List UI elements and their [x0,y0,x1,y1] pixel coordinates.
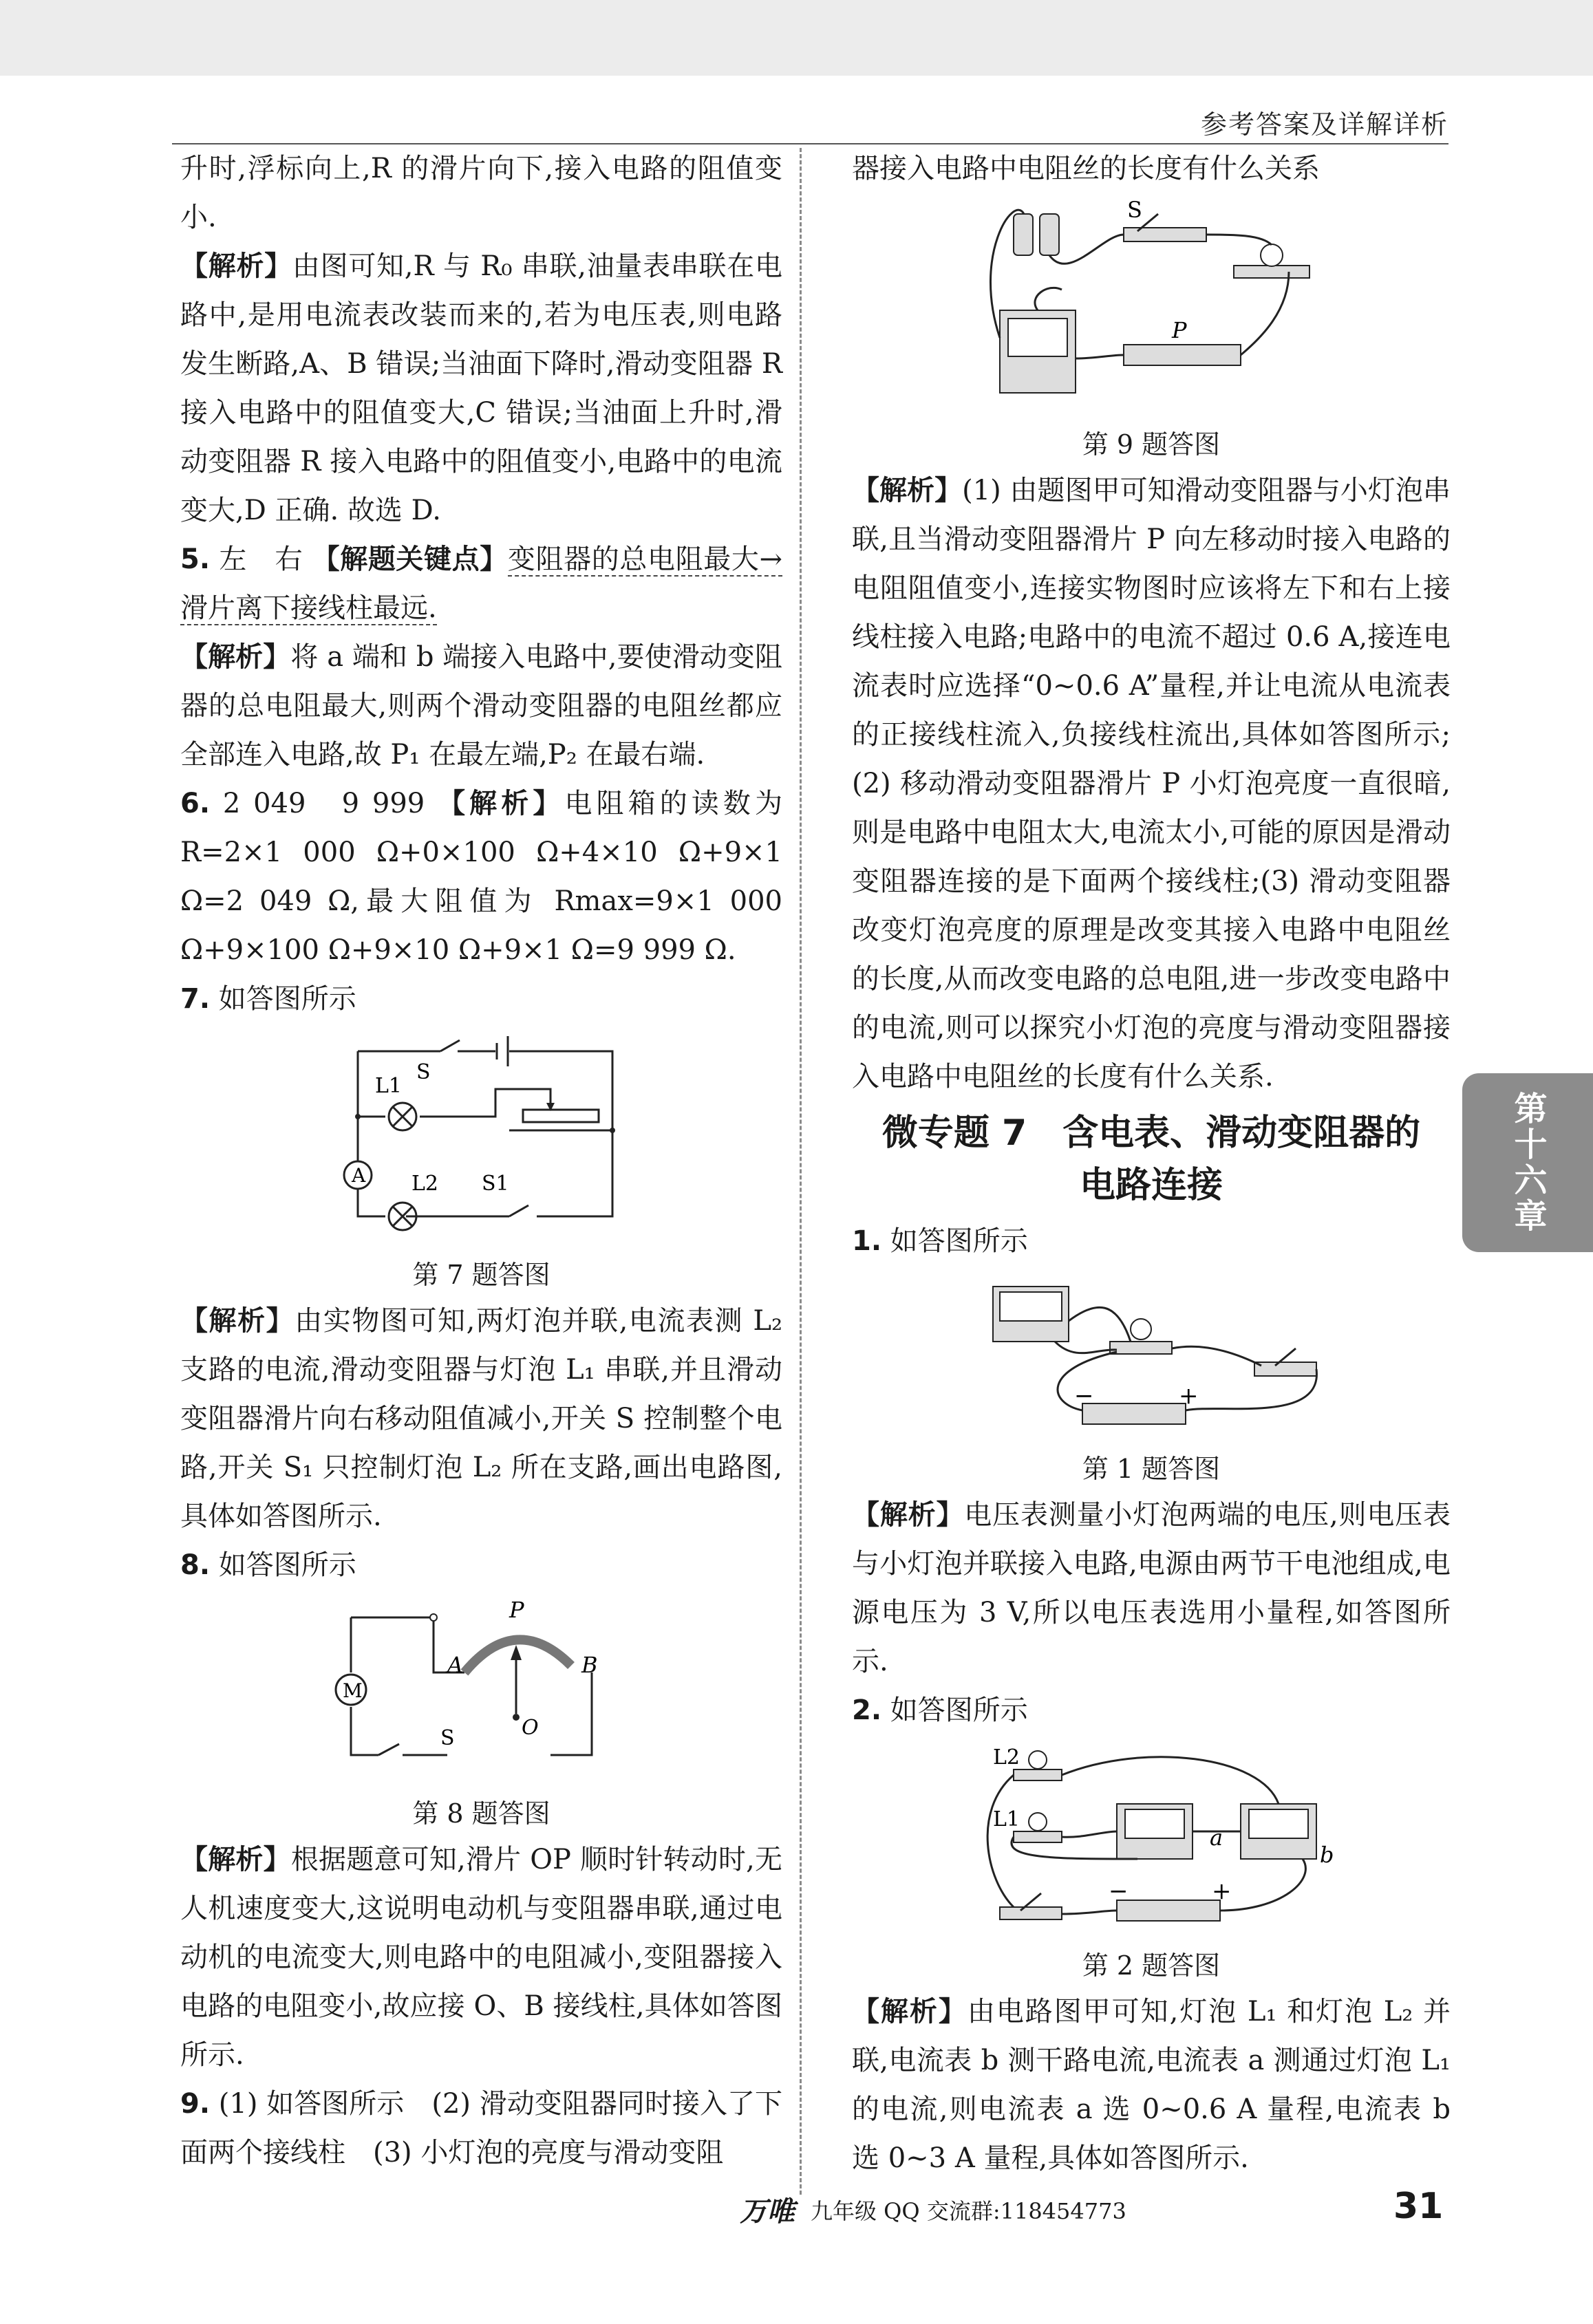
footer-text: 九年级 QQ 交流群:118454773 [811,2198,1126,2224]
s2-wiring-figure [852,1742,1451,1944]
battery-icon [1040,214,1059,255]
q8-circuit-svg [337,1597,626,1776]
s1-wiring-svg [979,1273,1323,1431]
analysis-paragraph [852,1491,1451,1686]
battery-icon [1014,214,1033,255]
label-l2: L2 [411,1172,438,1196]
switch-icon [1000,1907,1062,1919]
continuation-paragraph: 升时,浮标向上,R 的滑片向下,接入电路的阻值变小. [180,153,782,233]
label-b: b [1320,1842,1334,1868]
analysis-paragraph [852,466,1451,1101]
label-s1: S1 [481,1172,509,1196]
analysis-paragraph [852,1988,1451,2183]
question-text: 如答图所示 [890,1225,1028,1257]
q7-circuit-svg [337,1031,626,1237]
label-motor: M [342,1679,363,1702]
question-number: 1. [852,1225,882,1257]
q9-wiring-figure [852,197,1451,422]
switch-icon [1124,228,1206,241]
analysis-tag: 【解析】 [852,1996,967,2027]
key-point-tag: 【解题关键点】 [312,544,508,575]
analysis-paragraph [180,1836,782,2080]
analysis-tag: 【解析】 [438,788,565,819]
switch-icon [1254,1362,1316,1376]
page-footer [0,2186,1593,2231]
analysis-tag: 【解析】 [180,250,292,282]
column-divider [800,148,802,2195]
bulb-icon [1261,244,1283,266]
label-l1: L1 [993,1807,1020,1831]
analysis-text: 由电路图甲可知,灯泡 L₁ 和灯泡 L₂ 并联,电流表 b 测干路电流,电流表 a 测通过灯泡 L₁ 的电流,则电流表 a 选 0~0.6 A 量程,电流表 b 选 0~3 A 量程,具体如答图所示. [852,1996,1451,2174]
battery-pack-icon [1117,1900,1220,1921]
s1-wiring-figure [852,1273,1451,1447]
analysis-paragraph [180,242,782,535]
plus-sign: + [1179,1382,1199,1410]
right-column [852,144,1451,2183]
section-title-line-1: 微专题 7 含电表、滑动变阻器的 [881,1112,1421,1154]
page-number: 31 [1393,2186,1444,2227]
minus-sign: − [1074,1382,1094,1410]
lamp-base-icon [1110,1342,1172,1354]
analysis-tag: 【解析】 [180,641,291,673]
label-s: S [416,1060,431,1084]
analysis-paragraph [180,1297,782,1541]
label-s: S [440,1726,455,1750]
label-l2: L2 [993,1745,1020,1769]
question-5 [180,535,782,633]
plus-sign: + [1212,1878,1232,1905]
label-a: A [447,1652,463,1678]
left-column [180,144,782,2177]
question-number: 8. [180,1549,211,1581]
figure-caption: 第 2 题答图 [1082,1950,1221,1981]
figure-caption: 第 1 题答图 [1082,1454,1221,1484]
question-number: 9. [180,2088,211,2120]
battery-pack-icon [1082,1403,1186,1424]
label-ammeter: A [351,1164,365,1187]
figure-caption: 第 7 题答图 [412,1260,550,1290]
bulb-icon [1029,1813,1047,1831]
key-point-text: 变阻器的总电阻最大→滑片离下接线柱最远. [180,544,783,624]
figure-caption: 第 8 题答图 [412,1798,550,1829]
analysis-text: 由实物图可知,两灯泡并联,电流表测 L₂ 支路的电流,滑动变阻器与灯泡 L₁ 串联,并且滑动变阻器滑片向右移动阻值减小,开关 S 控制整个电路,开关 S₁ 只控制灯泡 L₂ 所在支路,画出电路图,具体如答图所示. [180,1305,782,1532]
label-p: P [509,1597,524,1623]
analysis-tag: 【解析】 [852,475,963,506]
label-o: O [521,1716,539,1740]
label-l1: L1 [374,1074,402,1098]
page-header-title: 参考答案及详解详析 [1200,109,1448,140]
bulb-icon [1131,1319,1151,1339]
question-number: 5. [180,544,211,575]
label-b: B [581,1652,598,1678]
lamp-base-icon [1014,1769,1062,1780]
bulb-icon [1029,1751,1047,1769]
subquestion-1 [852,1217,1451,1266]
analysis-tag: 【解析】 [180,1305,295,1337]
analysis-tag: 【解析】 [180,1844,291,1875]
s2-wiring-svg [972,1742,1334,1928]
q8-circuit-diagram [180,1597,782,1792]
question-number: 7. [180,983,211,1015]
analysis-text: (1) 由题图甲可知滑动变阻器与小灯泡串联,且当滑动变阻器滑片 P 向左移动时接入电路的电阻阻值变小,连接实物图时应该将左下和右上接线柱接入电路;电路中的电流不超过 0.6 A,接连电流表时应选择“0~0.6 A”量程,并让电流从电流表的正接线柱流入,负接线柱流出,具体如答图所示;(2) 移动滑动变阻器滑片 P 小灯泡亮度一直很暗,则是电路中电阻太大,电流太小,可能的原因是滑动变阻器连接的是下面两个接线柱;(3) 滑动变阻器改变灯泡亮度的原理是改变其接入电路中电阻丝的长度,从而改变电路的总电阻,进一步改变电路中的电流,则可以探究小灯泡的亮度与滑动变阻器接入电路中电阻丝的长度有什么关系. [852,475,1451,1093]
label-a: a [1210,1825,1223,1851]
question-number: 2. [852,1694,882,1726]
answer-text: 2 049 9 999 [222,788,425,819]
question-6 [180,779,782,975]
section-title [852,1107,1451,1212]
question-text: 如答图所示 [890,1694,1028,1726]
question-number: 6. [180,788,211,819]
subquestion-2 [852,1686,1451,1735]
question-9 [180,2080,782,2177]
figure-caption: 第 9 题答图 [1082,429,1221,460]
question-7 [180,975,782,1024]
analysis-text: 电压表测量小灯泡两端的电压,则电压表与小灯泡并联接入电路,电源由两节干电池组成,电源电压为 3 V,所以电压表选用小量程,如答图所示. [852,1499,1451,1677]
answer-text: (1) 如答图所示 (2) 滑动变阻器同时接入了下面两个接线柱 (3) 小灯泡的亮度与滑动变阻 [180,2088,783,2169]
analysis-text: 由图可知,R 与 R₀ 串联,油量表串联在电路中,是用电流表改装而来的,若为电压表,则电路发生断路,A、B 错误;当油面下降时,滑动变阻器 R 接入电路中的阻值变大,C 错误;当油面上升时,滑动变阻器 R 接入电路中的阻值变小,电路中的电流变大,D 正确. 故选 D. [180,250,783,526]
rheostat-icon [1124,345,1241,365]
continuation-paragraph: 器接入电路中电阻丝的长度有什么关系 [852,153,1320,184]
label-p: P [1172,317,1187,343]
section-title-line-2: 电路连接 [1079,1165,1223,1206]
lamp-base-icon [1234,266,1309,278]
analysis-text: 将 a 端和 b 端接入电路中,要使滑动变阻器的总电阻最大,则两个滑动变阻器的电阻丝都应全部连入电路,故 P₁ 在最左端,P₂ 在最右端. [180,641,782,771]
brand-logo: 万唯 [740,2196,795,2228]
q9-wiring-svg [986,197,1316,407]
analysis-text: 电阻箱的读数为 R=2×1 000 Ω+0×100 Ω+4×10 Ω+9×1 Ω=2 049 Ω,最大阻值为 Rmax=9×1 000 Ω+9×100 Ω+9×10 Ω+9×1 Ω=9 999 Ω. [180,788,782,966]
analysis-tag: 【解析】 [852,1499,965,1531]
minus-sign: − [1109,1878,1129,1905]
analysis-text: 根据题意可知,滑片 OP 顺时针转动时,无人机速度变大,这说明电动机与变阻器串联,通过电动机的电流变大,则电路中的电阻减小,变阻器接入电路的电阻变小,故应接 O、B 接线柱,具体如答图所示. [180,1844,782,2071]
label-s: S [1127,197,1142,223]
question-text: 如答图所示 [218,1549,356,1581]
q7-circuit-diagram [180,1031,782,1253]
chapter-tab[interactable]: 第十六章 [1462,1073,1593,1252]
analysis-paragraph [180,633,782,779]
answer-text: 左 右 [219,544,303,575]
lamp-base-icon [1014,1831,1062,1842]
question-text: 如答图所示 [218,983,356,1015]
question-8 [180,1541,782,1590]
